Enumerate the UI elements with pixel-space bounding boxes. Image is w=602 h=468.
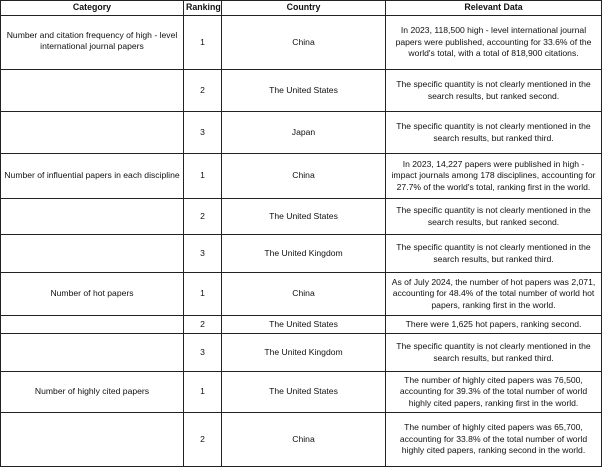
table-row [1,112,602,154]
header-row [1,1,602,16]
ranking-cell: 2 [184,199,222,235]
country-cell: China [222,16,386,70]
ranking-cell: 3 [184,334,222,372]
relevant-data-cell: The number of highly cited papers was 65,700, accounting for 33.8% of the total number of world highly cited papers, ranking second in the world. [386,413,602,467]
relevant-data-cell: In 2023, 14,227 papers were published in high - impact journals among 178 disciplines, accounting for 27.7% of the world's total, ranking first in the world. [386,154,602,199]
country-cell: The United Kingdom [222,235,386,273]
relevant-data-cell: The specific quantity is not clearly mentioned in the search results, but ranked second. [386,199,602,235]
table-row [1,334,602,372]
relevant-data-cell: The specific quantity is not clearly mentioned in the search results, but ranked third. [386,235,602,273]
header-category: Category [1,1,184,16]
ranking-cell: 3 [184,235,222,273]
country-cell: The United States [222,372,386,413]
table-row [1,273,602,316]
category-cell [1,70,184,112]
ranking-cell: 2 [184,70,222,112]
relevant-data-cell: The specific quantity is not clearly mentioned in the search results, but ranked third. [386,334,602,372]
ranking-cell: 1 [184,154,222,199]
table-row [1,154,602,199]
category-cell: Number and citation frequency of high - level international journal papers [1,16,184,70]
country-cell: Japan [222,112,386,154]
ranking-cell: 2 [184,316,222,334]
relevant-data-cell: The specific quantity is not clearly mentioned in the search results, but ranked third. [386,112,602,154]
country-cell: The United States [222,199,386,235]
header-ranking: Ranking [184,1,222,16]
relevant-data-cell: There were 1,625 hot papers, ranking second. [386,316,602,334]
category-cell [1,316,184,334]
category-cell [1,334,184,372]
category-cell: Number of hot papers [1,273,184,316]
category-cell [1,112,184,154]
table-row [1,413,602,467]
relevant-data-cell: The specific quantity is not clearly mentioned in the search results, but ranked second. [386,70,602,112]
ranking-cell: 2 [184,413,222,467]
category-cell [1,413,184,467]
table-row [1,16,602,70]
country-cell: China [222,413,386,467]
relevant-data-cell: The number of highly cited papers was 76,500, accounting for 39.3% of the total number of world highly cited papers, ranking first in the world. [386,372,602,413]
table-row [1,199,602,235]
header-country: Country [222,1,386,16]
relevant-data-cell: As of July 2024, the number of hot papers was 2,071, accounting for 48.4% of the total number of world hot papers, ranking first in the world. [386,273,602,316]
table-row [1,316,602,334]
category-cell [1,199,184,235]
relevant-data-cell: In 2023, 118,500 high - level international journal papers were published, accounting for 33.6% of the world's total, with a total of 818,900 citations. [386,16,602,70]
category-cell [1,235,184,273]
ranking-cell: 1 [184,372,222,413]
ranking-cell: 1 [184,273,222,316]
category-cell: Number of influential papers in each discipline [1,154,184,199]
table-row [1,235,602,273]
country-cell: China [222,273,386,316]
header-relevant-data: Relevant Data [386,1,602,16]
country-cell: China [222,154,386,199]
table-row [1,70,602,112]
category-cell: Number of highly cited papers [1,372,184,413]
table-row [1,372,602,413]
country-cell: The United States [222,316,386,334]
ranking-cell: 3 [184,112,222,154]
country-cell: The United States [222,70,386,112]
country-cell: The United Kingdom [222,334,386,372]
ranking-cell: 1 [184,16,222,70]
